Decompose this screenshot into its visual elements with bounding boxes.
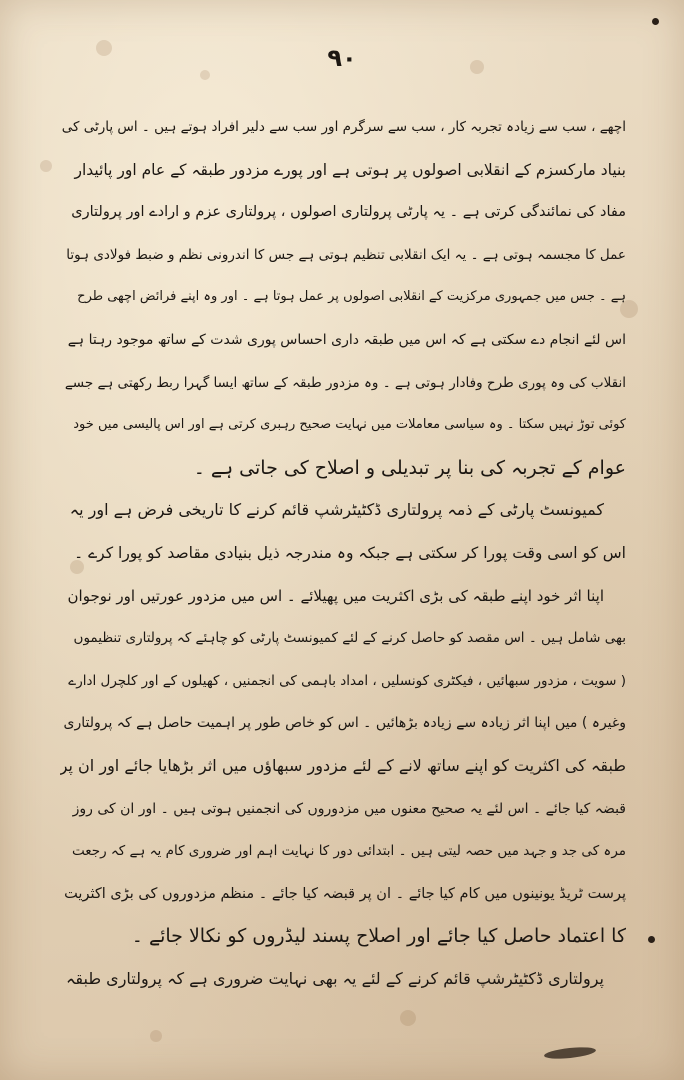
text-line: کمیونسٹ پارٹی کے ذمہ پرولتاری ڈکٹیٹرشپ قائم کرنے کا تاریخی فرض ہے اور یہ	[69, 500, 604, 520]
text-line: بھی شامل ہیں ۔ اس مقصد کو حاصل کرنے کے لئے کمیونسٹ پارٹی کو چاہئے کہ پرولتاری تنظیموں	[73, 630, 626, 647]
text-line: مفاد کی نمائندگی کرتی ہے ۔ یہ پارٹی پرولتاری اصولوں ، پرولتاری عزم و ارادے اور پرولتاری	[71, 204, 626, 221]
body-text	[60, 106, 626, 1000]
text-line: پرولتاری ڈکٹیٹرشپ قائم کرنے کے لئے یہ بھی نہایت ضروری ہے کہ پرولتاری طبقہ	[66, 968, 604, 988]
text-line: وغیرہ ) میں اپنا اثر زیادہ سے زیادہ بڑھائیں ۔ اس کو خاص طور پر اہمیت حاصل ہے کہ پرولتاری	[63, 715, 626, 732]
ink-smudge	[544, 1045, 597, 1060]
text-line: اپنا اثر خود اپنے طبقہ کی بڑی اکثریت میں پھیلائے ۔ اس میں مزدور عورتیں اور نوجوان	[67, 586, 604, 605]
text-line: اچھے ، سب سے زیادہ تجربہ کار ، سب سے سرگرم اور سب سے دلیر افراد ہوتے ہیں ۔ اس پارٹی کی	[61, 119, 626, 135]
text-line: طبقہ کی اکثریت کو اپنے ساتھ لانے کے لئے مزدور سبھاؤں میں اثر بڑھایا جائے اور ان پر	[60, 755, 626, 775]
text-line: اس لئے انجام دے سکتی ہے کہ اس میں طبقہ داری احساس پوری شدت کے ساتھ موجود رہتا ہے	[67, 331, 626, 348]
text-line: ( سویت ، مزدور سبھائیں ، فیکٹری کونسلیں ، امداد باہمی کی انجمنیں ، کھیلوں کے اور کلچرل ادارے	[68, 672, 626, 689]
paper-stain	[150, 1030, 162, 1042]
paper-stain	[400, 1010, 416, 1026]
text-line: اس کو اسی وقت پورا کر سکتی ہے جبکہ وہ مندرجہ ذیل بنیادی مقاصد کو پورا کرے ۔	[74, 543, 626, 562]
text-line: کوئی توڑ نہیں سکتا ۔ وہ سیاسی معاملات میں نہایت صحیح رہبری کرتی ہے اور اس پالیسی میں خود	[73, 417, 626, 433]
text-line: مرہ کی جد و جہد میں حصہ لیتی ہیں ۔ ابتدائی دور کا نہایت اہم اور ضروری کام یہ ہے کہ رجعت	[71, 843, 626, 860]
text-line: کا اعتماد حاصل کیا جائے اور اصلاح پسند لیڈروں کو نکالا جائے ۔	[131, 925, 626, 948]
text-line: بنیاد مارکسزم کے انقلابی اصولوں پر ہوتی ہے اور پورے مزدور طبقہ کے عام اور پائیدار	[74, 160, 626, 179]
text-line: قبضہ کیا جائے ۔ اس لئے یہ صحیح معنوں میں مزدوروں کی انجمنیں ہوتی ہیں ۔ اور ان کی روز	[72, 800, 626, 817]
ink-dot	[652, 18, 659, 25]
text-line: عمل کا مجسمہ ہوتی ہے ۔ یہ ایک انقلابی تنظیم ہوتی ہے جس کا اندرونی نظم و ضبط فولادی ہوتا	[66, 246, 626, 263]
text-line: ہے ۔ جس میں جمہوری مرکزیت کے انقلابی اصولوں پر عمل ہوتا ہے ۔ اور وہ اپنے فرائض اچھی طرح	[77, 289, 626, 305]
text-line: پرست ٹریڈ یونینوں میں کام کیا جائے ۔ ان پر قبضہ کیا جائے ۔ منظم مزدوروں کی بڑی اکثریت	[64, 885, 626, 902]
page-number: ۹۰	[327, 44, 357, 72]
ink-dot	[648, 936, 655, 943]
text-line: عوام کے تجربہ کی بنا پر تبدیلی و اصلاح کی جاتی ہے ۔	[193, 456, 626, 479]
paper-stain	[40, 160, 52, 172]
text-line: انقلاب کی وہ پوری طرح وفادار ہوتی ہے ۔ وہ مزدور طبقہ کے ساتھ ایسا گہرا ربط رکھتی ہے جسے	[64, 374, 626, 391]
